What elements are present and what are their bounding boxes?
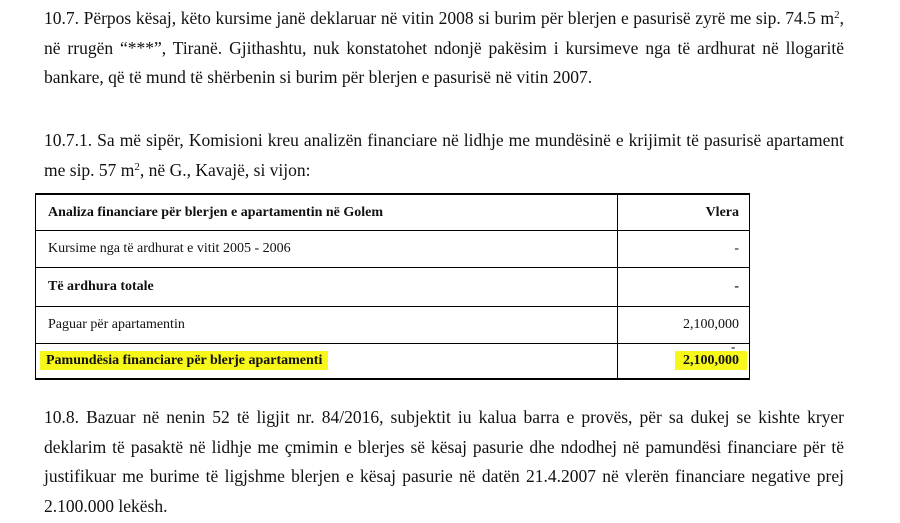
row-value-cell bbox=[618, 344, 750, 380]
table-header-row bbox=[36, 194, 750, 231]
table-row bbox=[36, 307, 750, 344]
row-value: - bbox=[618, 231, 750, 268]
header-label: Analiza financiare për blerjen e apartamentin në Golem bbox=[36, 194, 618, 231]
superscript-2: 2 bbox=[834, 9, 840, 21]
table-row-highlighted bbox=[36, 344, 750, 380]
paragraph-10-7-1 bbox=[44, 126, 844, 185]
paragraph-10-7-1-text-a: 10.7.1. Sa më sipër, Komisioni kreu analizën financiare në lidhje me mundësinë e krijimit të pasurisë apartament me sip. 57 m bbox=[44, 130, 844, 180]
table-row bbox=[36, 268, 750, 307]
table-row bbox=[36, 231, 750, 268]
highlighted-value: 2,100,000 bbox=[675, 351, 747, 370]
paragraph-10-7 bbox=[44, 4, 844, 93]
highlighted-label: Pamundësia financiare për blerje apartamenti bbox=[40, 351, 328, 370]
row-label-cell bbox=[36, 344, 618, 380]
row-label: Paguar për apartamentin bbox=[36, 307, 618, 344]
financial-analysis-table bbox=[35, 193, 750, 380]
paragraph-10-7-1-text-b: , në G., Kavajë, si vijon: bbox=[139, 159, 311, 180]
paragraph-10-8: 10.8. Bazuar në nenin 52 të ligjit nr. 84/2016, subjektit iu kalua barra e provës, për sa dukej se kishte kryer deklarim të pasaktë në lidhje me çmimin e blerjes së kësaj pasurie dhe ndodhej në pamundësi financiare për të justifikuar me burime të ligjshme blerjen e kësaj pasurie në datën 21.4.2007 në vlerën financiare negative prej 2.100.000 lekësh. bbox=[44, 407, 844, 516]
paragraph-10-7-text-a: 10.7. Përpos kësaj, këto kursime janë deklaruar në vitin 2008 si burim për blerjen e pasurisë zyrë me sip. 74.5 m bbox=[44, 8, 835, 28]
row-label: Të ardhura totale bbox=[36, 268, 618, 307]
header-value: Vlera bbox=[618, 194, 750, 231]
stray-dash-mark: - bbox=[731, 339, 736, 354]
row-value: - bbox=[618, 268, 750, 307]
paragraph-10-7-text-b: , në rrugën “***”, Tiranë. Gjithashtu, nuk konstatohet ndonjë pakësim i kursimeve nga të ardhurat në llogaritë bankare, që të mund të shërbenin si burim për blerjen e pasurisë në vitin 2007. bbox=[44, 8, 844, 87]
superscript-2: 2 bbox=[134, 160, 140, 173]
row-value: 2,100,000 bbox=[618, 307, 750, 344]
row-label: Kursime nga të ardhurat e vitit 2005 - 2006 bbox=[36, 231, 618, 268]
